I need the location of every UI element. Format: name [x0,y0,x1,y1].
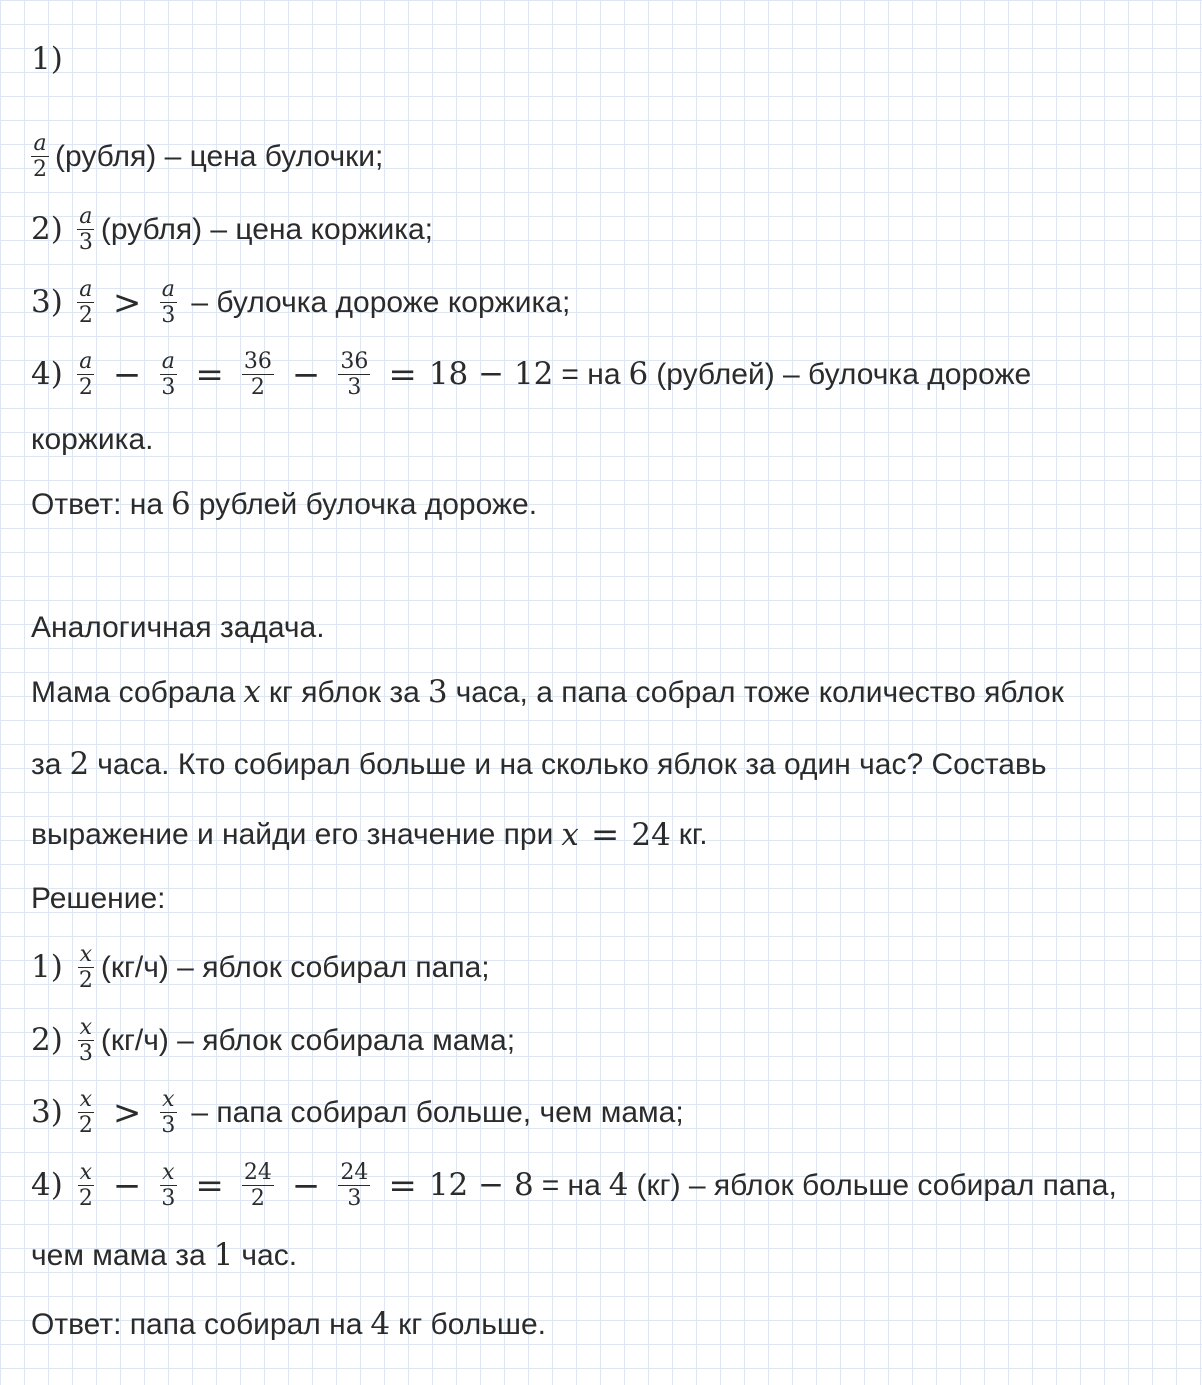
fraction: $\frac{a}{2}$ [78,277,93,329]
fraction: $\frac{a}{2}$ [78,349,93,401]
section-2-title: Аналогичная задача. [31,611,325,644]
fraction: $\frac{24}{2}$ [243,1160,272,1212]
fraction: $\frac{x}{3}$ [78,1015,93,1067]
fraction: $\frac{x}{3}$ [161,1160,176,1212]
task-line-1: Мама собрала x кг яблок за 3 часа, а папа собрал тоже количество яблок [31,674,1064,710]
s2-step-4-continuation: чем мама за 1 час. [31,1237,298,1273]
fraction: $\frac{x}{2}$ [78,942,93,994]
fraction: $\frac{24}{3}$ [340,1160,369,1212]
fraction: $\frac{x}{2}$ [78,1160,93,1212]
s1-step-1: $\frac{a}{2}$ (рубля) – цена булочки; [33,131,384,183]
fraction: $\frac{36}{2}$ [243,349,272,401]
fraction: $\frac{a}{2}$ [33,131,47,183]
solution-label: Решение: [31,882,166,915]
s2-step-3: 3) $\frac{x}{2}$ > $\frac{x}{3}$ – папа собирал больше, чем мама; [31,1087,684,1139]
section-1-header: 1) [31,41,63,77]
s1-answer: Ответ: на 6 рублей булочка дороже. [31,486,538,522]
fraction: $\frac{a}{3}$ [161,277,176,329]
fraction: $\frac{a}{3}$ [161,349,176,401]
s1-step-3: 3) $\frac{a}{2}$ > $\frac{a}{3}$ – булочка дороже коржика; [31,277,571,329]
s2-step-4: 4) $\frac{x}{2}$ − $\frac{x}{3}$ = $\frac{24}{2}$ − $\frac{24}{3}$ = 12 − 8 = на 4 (кг) – яблок больше собирал папа, [31,1160,1117,1212]
s1-step-4: 4) $\frac{a}{2}$ − $\frac{a}{3}$ = $\frac{36}{2}$ − $\frac{36}{3}$ = 18 − 12 = на 6 (рублей) – булочка дороже [31,349,1032,401]
fraction: $\frac{x}{3}$ [161,1087,176,1139]
s2-step-2: 2) $\frac{x}{3}$ (кг/ч) – яблок собирала мама; [31,1015,516,1067]
s1-step-2: 2) $\frac{a}{3}$ (рубля) – цена коржика; [31,204,434,256]
s2-step-1: 1) $\frac{x}{2}$ (кг/ч) – яблок собирал папа; [31,942,490,994]
fraction: $\frac{36}{3}$ [340,349,369,401]
fraction: $\frac{a}{3}$ [78,204,93,256]
s2-answer: Ответ: папа собирал на 4 кг больше. [31,1306,546,1342]
task-line-2: за 2 часа. Кто собирал больше и на сколько яблок за один час? Составь [31,746,1047,782]
s1-step-4-continuation: коржика. [31,423,154,456]
task-line-3: выражение и найди его значение при x = 24 кг. [31,815,708,855]
fraction: $\frac{x}{2}$ [78,1087,93,1139]
